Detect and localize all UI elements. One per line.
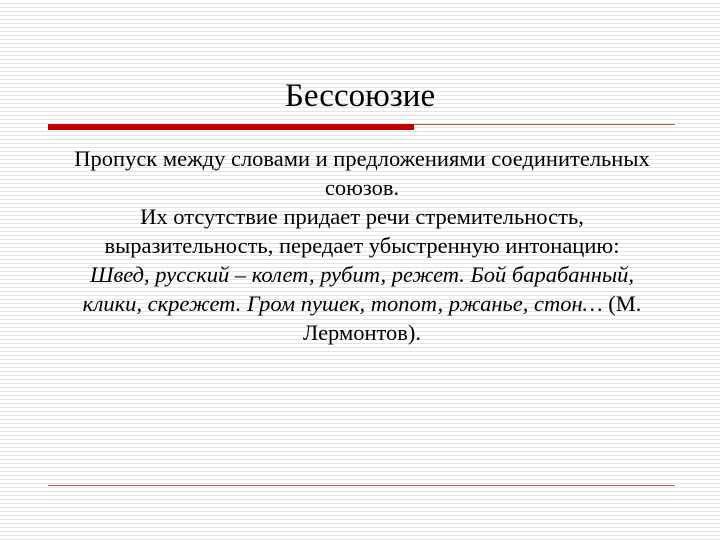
slide-title-text: Бессоюзие bbox=[284, 78, 436, 114]
example-quote: Швед, русский – колет, рубит, режет. Бой барабанный, клики, скрежет. Гром пушек, топот, ржанье, стон… bbox=[82, 262, 634, 316]
slide-body bbox=[62, 144, 662, 347]
body-paragraph-definition: Пропуск между словами и предложениями соединительных союзов. bbox=[74, 146, 650, 200]
body-paragraph-example bbox=[62, 260, 662, 347]
title-underline-accent bbox=[48, 124, 414, 130]
footer-rule bbox=[48, 485, 675, 486]
slide-title bbox=[0, 74, 720, 118]
body-paragraph-effect: Их отсутствие придает речи стремительность, выразительность, передает убыстренную интонацию: bbox=[104, 204, 620, 258]
example-attribution: (М. Лермонтов). bbox=[302, 291, 642, 345]
